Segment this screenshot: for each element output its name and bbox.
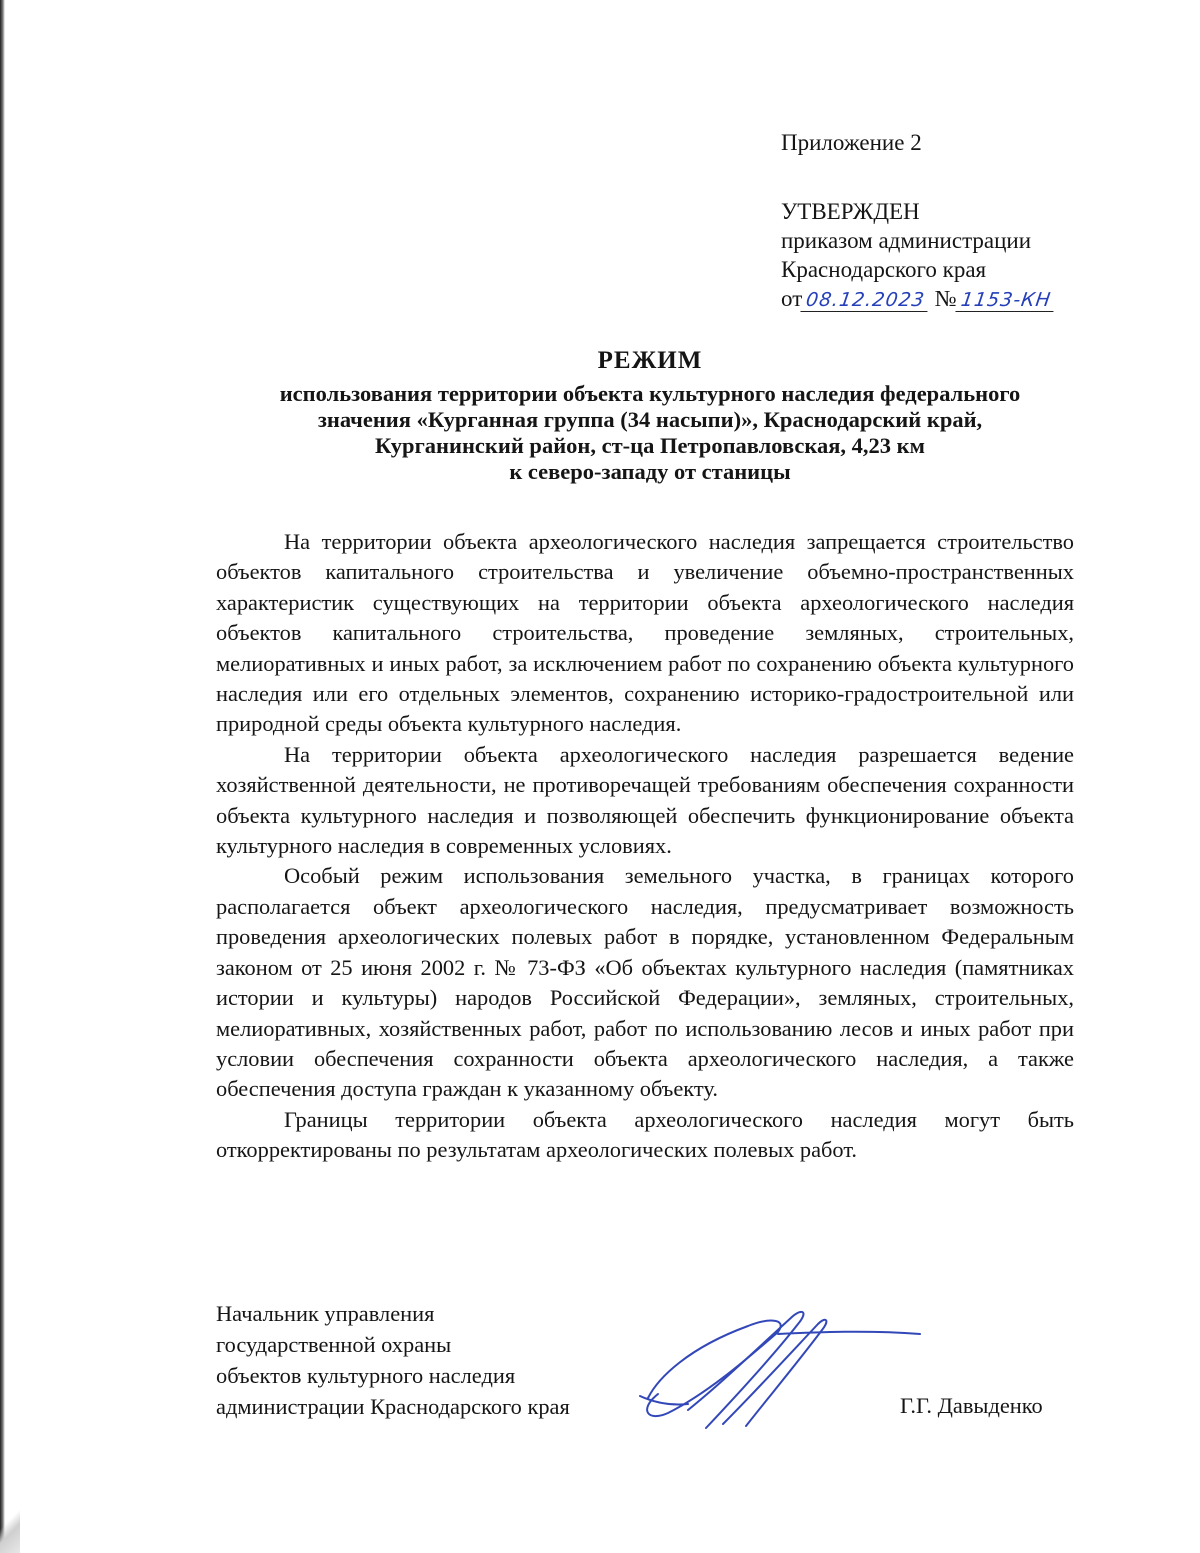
position-line: Начальник управления: [216, 1301, 435, 1326]
title-line: значения «Курганная группа (34 насыпи)», Краснодарский край,: [317, 407, 983, 432]
document-body: [216, 527, 1074, 1166]
scan-edge-shadow: [0, 0, 5, 1553]
handwritten-number: 1153-КН: [955, 289, 1056, 312]
body-paragraph: На территории объекта археологического наследия разрешается ведение хозяйственной деятельности, не противоречащей требованиям обеспечения сохранности объекта культурного наследия и позволяющей обеспечить функционирование объекта культурного наследия в современных условиях.: [216, 741, 1074, 859]
title-line: Курганинский район, ст-ца Петропавловская, 4,23 км: [375, 433, 925, 458]
document-title: [180, 345, 1120, 485]
body-paragraph: Особый режим использования земельного участка, в границах которого располагается объект археологического наследия, предусматривает возможность проведения археологических полевых работ в порядке, установленном Федеральным законом от 25 июня 2002 г. № 73-ФЗ «Об объектах культурного наследия (памятниках истории и культуры) народов Российской Федерации», земляных, строительных, мелиоративных, хозяйственных работ, работ по использованию лесов и иных работ при условии обеспечения сохранности объекта археологического наследия, а также обеспечения доступа граждан к указанному объекту.: [216, 863, 1074, 1102]
number-prefix: №: [934, 286, 957, 311]
handwritten-signature: [628, 1298, 928, 1438]
handwritten-date: 08.12.2023: [801, 289, 931, 312]
scan-corner-fold: [0, 1500, 20, 1553]
title-line: использования территории объекта культурного наследия федерального: [279, 381, 1021, 406]
order-date-number: [781, 284, 1181, 313]
signatory-name: Г.Г. Давыденко: [900, 1393, 1043, 1418]
approved-label: УТВЕРЖДЕН: [781, 199, 920, 224]
signatory-position: [216, 1298, 656, 1422]
approved-region: Краснодарского края: [781, 257, 987, 282]
approved-by-order: приказом администрации: [781, 228, 1032, 253]
position-line: государственной охраны: [216, 1332, 452, 1357]
title-line: к северо-западу от станицы: [509, 459, 791, 484]
approval-block: [781, 128, 1181, 313]
position-line: объектов культурного наследия: [216, 1363, 516, 1388]
body-paragraph: Границы территории объекта археологического наследия могут быть откорректированы по результатам археологических полевых работ.: [216, 1106, 1074, 1163]
body-paragraph: На территории объекта археологического наследия запрещается строительство объектов капитального строительства и увеличение объемно-пространственных характеристик существующих на территории объекта археологического наследия объектов капитального строительства, проведение земляных, строительных, мелиоративных и иных работ, за исключением работ по сохранению объекта культурного наследия или его отдельных элементов, сохранению историко-градостроительной или природной среды объекта культурного наследия.: [216, 529, 1074, 737]
date-prefix: от: [781, 286, 803, 311]
title-main: РЕЖИМ: [597, 347, 703, 374]
position-line: администрации Краснодарского края: [216, 1394, 570, 1419]
appendix-label: Приложение 2: [781, 130, 922, 155]
